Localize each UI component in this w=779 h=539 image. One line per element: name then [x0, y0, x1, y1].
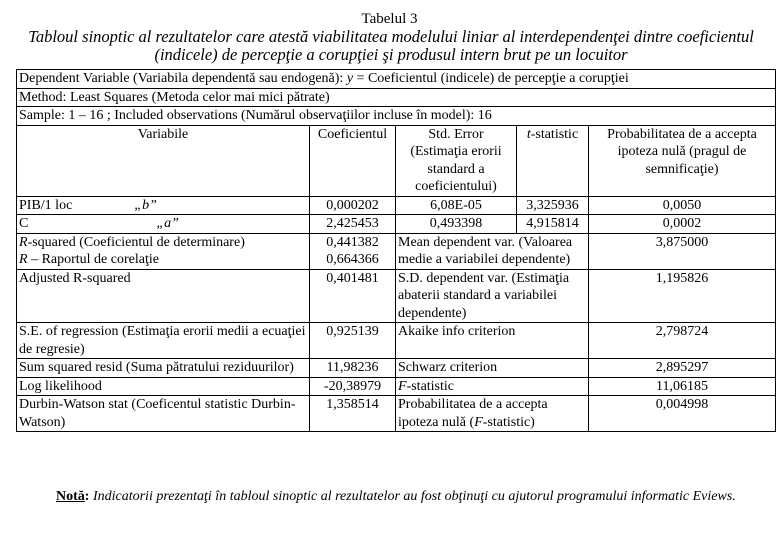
prob-cell: 0,0050	[589, 196, 776, 215]
footnote	[0, 488, 775, 506]
durbin-watson-value: 1,358514	[310, 396, 396, 432]
f-symbol: F	[474, 414, 483, 430]
durbin-watson-label: Durbin-Watson stat (Coeficentul statistic Durbin-Watson)	[17, 396, 310, 432]
footnote-label: Notă	[56, 489, 85, 504]
col-header-coeficientul: Coeficientul	[310, 125, 396, 196]
dependent-variable-prefix: Dependent Variable (Variabila dependentă sau endogenă):	[19, 71, 347, 86]
col-header-std-error: Std. Error (Estimaţia erorii standard a coeficientului)	[396, 125, 517, 196]
mean-dependent-value: 3,875000	[589, 233, 776, 269]
variable-name: C	[19, 216, 29, 231]
method-row	[17, 88, 776, 107]
prob-cell: 0,0002	[589, 215, 776, 234]
stats-row-loglik	[17, 377, 776, 396]
coef-cell: 2,425453	[310, 215, 396, 234]
variable-name: PIB/1 loc	[19, 197, 73, 213]
tstat-cell: 3,325936	[517, 196, 589, 215]
akaike-label: Akaike info criterion	[396, 323, 589, 359]
method-cell: Method: Least Squares (Metoda celor mai mici pătrate)	[17, 88, 776, 107]
t-statistic-suffix: -statistic	[530, 126, 579, 142]
r-symbol: R	[19, 234, 28, 250]
r-ratio-text: – Raportul de corelaţie	[27, 252, 159, 267]
sample-cell: Sample: 1 – 16 ; Included observations (Numărul observaţiilor incluse în model): 16	[17, 107, 776, 126]
prob-f-suffix: -statistic)	[482, 414, 535, 430]
column-header-row	[17, 125, 776, 196]
tstat-cell: 4,915814	[517, 215, 589, 234]
mean-dependent-label: Mean dependent var. (Valoarea medie a variabilei dependente)	[396, 233, 589, 269]
variable-row-pib	[17, 196, 776, 215]
t-symbol: t	[526, 126, 531, 142]
dependent-variable-symbol: y	[346, 71, 354, 86]
stats-row-durbin-watson	[17, 396, 776, 432]
stats-row-r-squared	[17, 233, 776, 269]
variable-name-cell	[17, 196, 310, 215]
r-symbol: R	[19, 252, 28, 267]
f-symbol: F	[398, 378, 407, 394]
adjusted-r-squared-label: Adjusted R-squared	[17, 269, 310, 323]
stats-row-se-regression	[17, 323, 776, 359]
dependent-variable-row	[17, 70, 776, 89]
variable-symbol: „a”	[156, 216, 179, 231]
coef-cell: 0,000202	[310, 196, 396, 215]
sample-row	[17, 107, 776, 126]
col-header-variabile: Variabile	[17, 125, 310, 196]
se-regression-label: S.E. of regression (Estimaţia erorii medii a ecuaţiei de regresie)	[17, 323, 310, 359]
footnote-text: Indicatorii prezentaţi în tabloul sinoptic al rezultatelor au fost obţinuţi cu ajutorul programului informatic Eviews.	[92, 489, 736, 504]
r-squared-label-cell	[17, 233, 310, 269]
col-header-probabilitatea: Probabilitatea de a accepta ipoteza nulă (pragul de semnificaţie)	[589, 125, 776, 196]
table-number: Tabelul 3	[361, 11, 418, 27]
sd-dependent-label: S.D. dependent var. (Estimaţia abaterii standard a variabilei dependente)	[396, 269, 589, 323]
r-squared-label	[19, 234, 307, 252]
schwarz-label: Schwarz criterion	[396, 359, 589, 378]
footnote-colon: :	[84, 489, 93, 504]
regression-results-table	[16, 69, 776, 432]
f-statistic-label	[396, 377, 589, 396]
f-statistic-text: -statistic	[406, 378, 454, 394]
table-title: Tabloul sinoptic al rezultatelor care atestă viabilitatea modelului liniar al interdependenţei dintre coeficientul (indicele) de percepţie a corupţiei şi produsul intern brut pe un locuitor	[28, 27, 754, 64]
stats-row-adjusted	[17, 269, 776, 323]
log-likelihood-value: -20,38979	[310, 377, 396, 396]
dependent-variable-cell	[17, 70, 776, 89]
log-likelihood-label: Log likelihood	[17, 377, 310, 396]
ssr-label: Sum squared resid (Suma pătratului reziduurilor)	[17, 359, 310, 378]
prob-f-prefix: Probabilitatea de a accepta ipoteza nulă (	[398, 397, 548, 430]
schwarz-value: 2,895297	[589, 359, 776, 378]
prob-f-value: 0,004998	[589, 396, 776, 432]
se-regression-value: 0,925139	[310, 323, 396, 359]
prob-f-label	[396, 396, 589, 432]
r-ratio-label	[19, 251, 307, 269]
f-statistic-value: 11,06185	[589, 377, 776, 396]
variable-row-c	[17, 215, 776, 234]
adjusted-r-squared-value: 0,401481	[310, 269, 396, 323]
sd-dependent-value: 1,195826	[589, 269, 776, 323]
dependent-variable-suffix: = Coeficientul (indicele) de percepţie a corupţiei	[353, 71, 629, 86]
r-squared-text: -squared (Coeficientul de determinare)	[27, 234, 245, 250]
stats-row-ssr	[17, 359, 776, 378]
r-ratio-value: 0,664366	[326, 252, 379, 267]
akaike-value: 2,798724	[589, 323, 776, 359]
col-header-t-statistic	[517, 125, 589, 196]
r-squared-value-cell	[310, 233, 396, 269]
stderr-cell: 0,493398	[396, 215, 517, 234]
variable-symbol: „b”	[134, 197, 157, 213]
r-squared-value: 0,441382	[326, 234, 379, 250]
ssr-value: 11,98236	[310, 359, 396, 378]
stderr-cell: 6,08E-05	[396, 196, 517, 215]
variable-name-cell	[17, 215, 310, 234]
